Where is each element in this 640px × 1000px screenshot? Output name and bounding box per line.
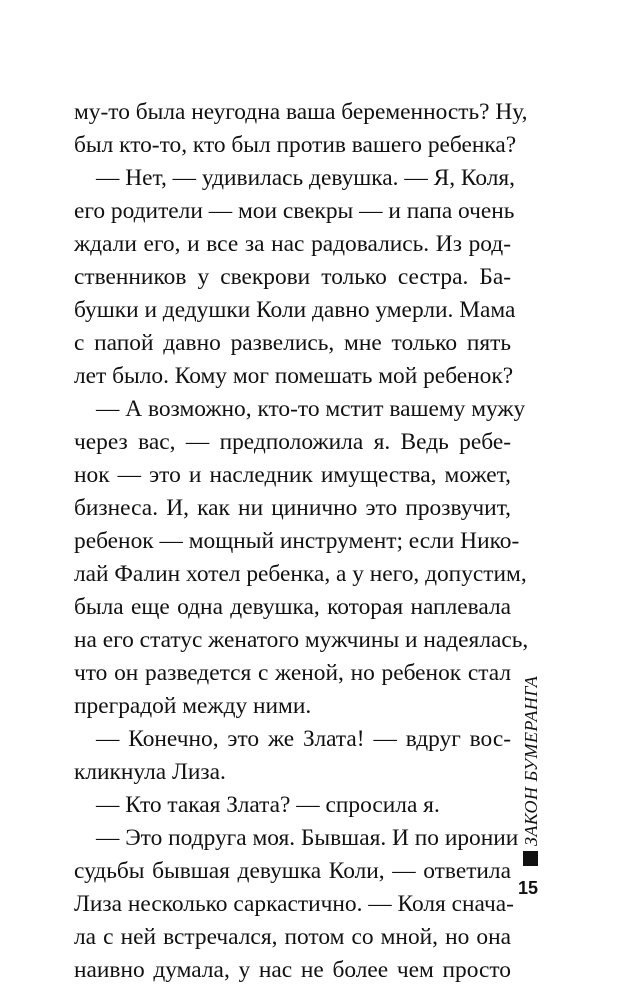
text-line: был кто-то, кто был против вашего ребенка? <box>74 132 517 158</box>
text-line: с папой давно развелись, мне только пять <box>74 330 511 356</box>
text-line: бизнеса. И, как ни цинично это прозвучит, <box>74 495 511 521</box>
text-line: — Нет, — удивилась девушка. — Я, Коля, <box>96 165 516 191</box>
text-line: ла с ней встречался, потом со мной, но она <box>74 924 511 950</box>
text-line: ребенок — мощный инструмент; если Нико- <box>74 528 520 554</box>
text-line: Лиза несколько саркастично. — Коля снача- <box>74 891 514 917</box>
text-line: — Это подруга моя. Бывшая. И по иронии <box>96 825 519 851</box>
running-title <box>519 675 543 846</box>
text-line: му-то была неугодна ваша беременность? Ну, <box>74 99 528 125</box>
text-line: кликнула Лиза. <box>74 759 226 785</box>
text-line: через вас, — предположила я. Ведь ребе- <box>74 429 511 455</box>
text-line: ственников у свекрови только сестра. Ба- <box>74 264 511 290</box>
text-line: была еще одна девушка, которая наплевала <box>74 594 511 620</box>
text-line: преградой между ними. <box>74 693 312 719</box>
text-line: — А возможно, кто-то мстит вашему мужу <box>96 396 526 422</box>
text-line: нок — это и наследник имущества, может, <box>74 462 511 488</box>
text-line: лай Фалин хотел ребенка, а у него, допустим, <box>74 561 527 587</box>
text-line: — Конечно, это же Злата! — вдруг вос- <box>96 726 511 752</box>
text-line: лет было. Кому мог помешать мой ребенок? <box>74 363 514 389</box>
text-line: ждали его, и все за нас радовались. Из род- <box>74 231 511 257</box>
text-line: — Кто такая Злата? — спросила я. <box>96 792 440 818</box>
text-line: бушки и дедушки Коли давно умерли. Мама <box>74 297 516 323</box>
running-title-square-icon <box>523 851 538 866</box>
running-title-text: ЗАКОН БУМЕРАНГА <box>521 675 541 846</box>
page-number: 15 <box>517 878 539 898</box>
text-line: его родители — мои свекры — и папа очень <box>74 198 515 224</box>
text-line: наивно думала, у нас не более чем просто <box>74 957 511 983</box>
text-line: судьбы бывшая девушка Коли, — ответила <box>74 858 511 884</box>
text-line: что он разведется с женой, но ребенок стал <box>74 660 511 686</box>
text-line: на его статус женатого мужчины и надеялась, <box>74 627 529 653</box>
